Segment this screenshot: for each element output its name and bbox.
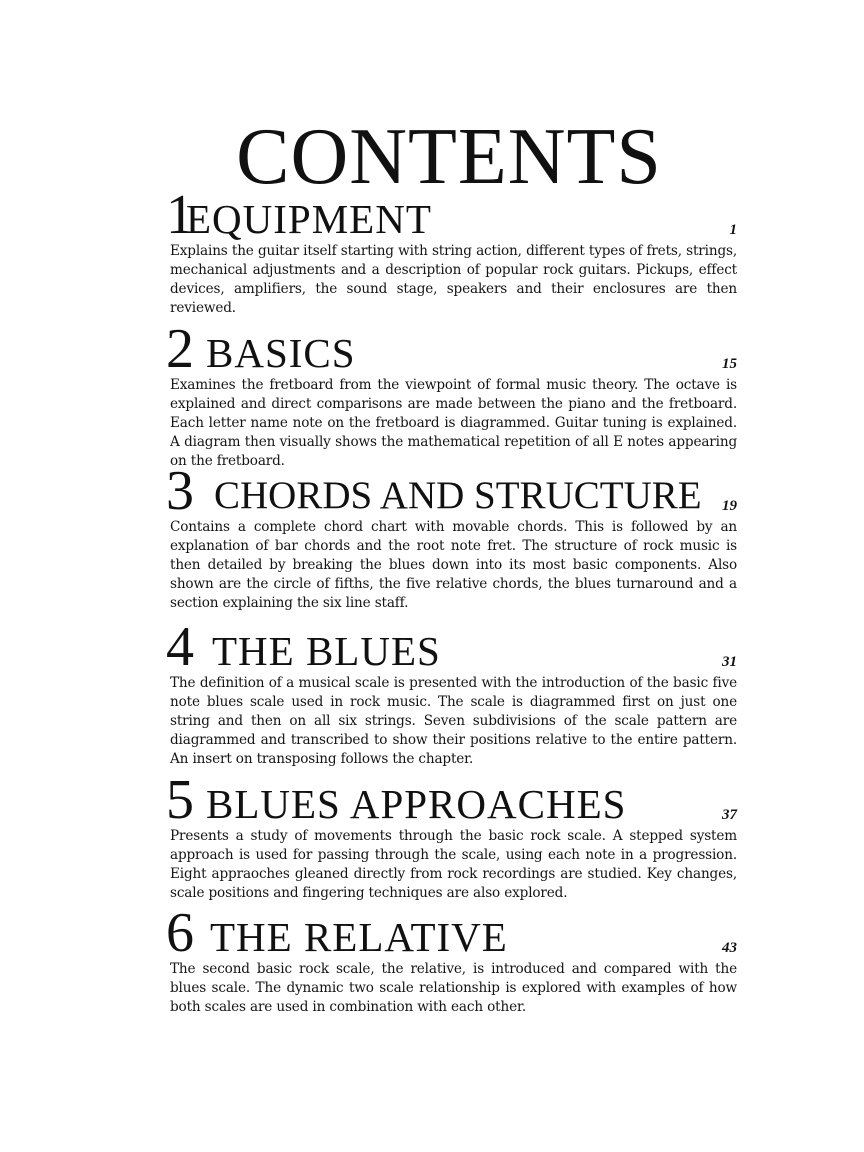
chapter-title: CHORDS AND STRUCTURE	[214, 474, 702, 517]
chapter-number: 5	[166, 769, 194, 831]
chapter-title: EQUIPMENT	[186, 196, 432, 242]
page-title: CONTENTS	[236, 113, 662, 201]
chapter-number: 2	[166, 318, 194, 380]
chapter-entry-2	[166, 318, 737, 471]
chapter-description: Examines the fretboard from the viewpoint of formal music theory. The octave is explained and direct comparisons are made between the piano and the fretboard. Each letter name note on the fretboard is diagrammed. Guitar tuning is explained. A diagram then visually shows the mathematical repetition of all E notes appearing on the fretboard.	[170, 377, 737, 469]
chapter-heading	[166, 769, 737, 831]
chapter-description: The definition of a musical scale is presented with the introduction of the basic five note blues scale used in rock music. The scale is diagrammed first on just one string and then on all six strings. Seven subdivisions of the scale pattern are diagrammed and transcribed to show their positions relative to the entire pattern. An insert on transposing follows the chapter.	[170, 675, 737, 767]
chapter-entry-6	[166, 902, 737, 1017]
chapter-entry-4	[166, 616, 737, 769]
chapter-title: BASICS	[206, 330, 356, 376]
chapter-title: THE BLUES	[212, 628, 441, 674]
chapter-description: Contains a complete chord chart with movable chords. This is followed by an explanation of bar chords and the root note fret. The structure of rock music is then detailed by breaking the blues down into its most basic components. Also shown are the circle of fifths, the five relative chords, the blues turnaround and a section explaining the six line staff.	[170, 519, 737, 611]
chapter-number: 1	[166, 184, 194, 246]
chapter-page-number: 1	[729, 222, 737, 238]
chapter-title: THE RELATIVE	[210, 914, 508, 960]
chapter-page-number: 43	[722, 940, 737, 956]
chapter-page-number: 15	[722, 356, 737, 372]
chapter-page-number: 19	[722, 498, 737, 514]
chapter-number: 3	[166, 460, 194, 522]
chapter-page-number: 31	[722, 654, 737, 670]
chapter-entry-5	[166, 769, 737, 903]
chapter-description: Explains the guitar itself starting with string action, different types of frets, strings, mechanical adjustments and a description of popular rock guitars. Pickups, effect devices, amplifiers, the sound stage, speakers and their enclosures are then reviewed.	[170, 243, 737, 316]
chapter-heading	[166, 184, 737, 246]
chapter-entry-1	[166, 184, 737, 318]
chapter-page-number: 37	[722, 807, 737, 823]
chapter-description: Presents a study of movements through the basic rock scale. A stepped system approach is used for passing through the scale, using each note in a progression. Eight appraoches gleaned directly from rock recordings are studied. Key changes, scale positions and fingering techniques are also explored.	[170, 828, 737, 901]
chapter-number: 6	[166, 902, 194, 964]
chapter-description: The second basic rock scale, the relative, is introduced and compared with the blues scale. The dynamic two scale relationship is explored with examples of how both scales are used in combination with each other.	[170, 961, 737, 1015]
chapter-heading	[166, 616, 737, 678]
chapter-title: BLUES APPROACHES	[206, 781, 627, 827]
chapter-heading	[166, 460, 737, 522]
chapter-number: 4	[166, 616, 194, 678]
chapter-heading	[166, 318, 737, 380]
chapter-heading	[166, 902, 737, 964]
chapter-entry-3	[166, 460, 737, 613]
